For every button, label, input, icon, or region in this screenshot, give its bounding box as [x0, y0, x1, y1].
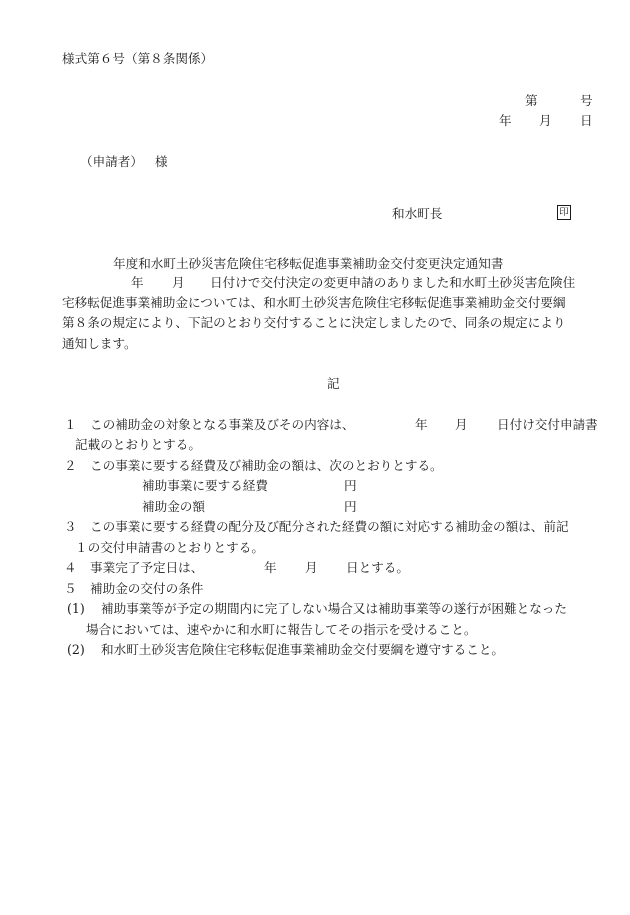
condition-2-number: (2) — [67, 642, 85, 657]
doc-number-prefix: 第 — [525, 93, 538, 108]
date-month: 月 — [539, 113, 552, 128]
form-label: 様式第６号（第８条関係） — [62, 51, 214, 66]
cost-unit: 円 — [344, 478, 357, 493]
condition-2-text: 和水町土砂災害危険住宅移転促進事業補助金交付要綱を遵守すること。 — [101, 642, 504, 657]
item-1-number: １ — [64, 417, 77, 432]
condition-1-number: (1) — [67, 601, 85, 616]
body-line-3: 第８条の規定により、下記のとおり交付することに決定しましたので、同条の規定により — [62, 315, 566, 330]
item-4-month: 月 — [305, 560, 318, 575]
cost-label: 補助事業に要する経費 — [142, 478, 268, 493]
addressee-honorific: 様 — [155, 154, 168, 169]
item-5-text: 補助金の交付の条件 — [90, 581, 204, 596]
addressee-name: （申請者） — [80, 154, 143, 169]
ki-heading: 記 — [327, 376, 340, 391]
date-year: 年 — [499, 113, 512, 128]
grant-unit: 円 — [344, 499, 357, 514]
issuer-name: 和水町長 — [392, 206, 443, 221]
body-year: 年 — [131, 275, 144, 290]
doc-number-suffix: 号 — [580, 93, 593, 108]
item-1-month: 月 — [455, 417, 468, 432]
item-4-year: 年 — [264, 560, 277, 575]
item-2-text: この事業に要する経費及び補助金の額は、次のとおりとする。 — [90, 458, 443, 473]
item-4-text: 事業完了予定日は、 — [90, 560, 204, 575]
seal-mark: 印 — [557, 205, 571, 220]
body-line-2: 宅移転促進事業補助金については、和水町土砂災害危険住宅移転促進事業補助金交付要綱 — [62, 295, 566, 310]
body-month: 月 — [172, 275, 185, 290]
document-title: 年度和水町土砂災害危険住宅移転促進事業補助金交付変更決定通知書 — [113, 256, 504, 271]
item-1-text: この補助金の対象となる事業及びその内容は、 — [90, 417, 355, 432]
item-5-number: ５ — [64, 581, 77, 596]
item-4-tail: 日とする。 — [346, 560, 409, 575]
item-3-continuation: １の交付申請書のとおりとする。 — [75, 540, 264, 555]
item-3-text: この事業に要する経費の配分及び配分された経費の額に対応する補助金の額は、前記 — [90, 519, 569, 534]
condition-1-continuation: 場合においては、速やかに和水町に報告してその指示を受けること。 — [86, 622, 477, 637]
date-day: 日 — [580, 113, 593, 128]
item-4-number: ４ — [64, 560, 77, 575]
condition-1-text: 補助事業等が予定の期間内に完了しない場合又は補助事業等の遂行が困難となった — [101, 601, 567, 616]
grant-label: 補助金の額 — [142, 499, 205, 514]
item-1-tail: 日付け交付申請書 — [497, 417, 598, 432]
item-3-number: ３ — [64, 519, 77, 534]
item-2-number: ２ — [64, 458, 77, 473]
body-line-1: 日付けで交付決定の変更申請のありました和水町土砂災害危険住 — [210, 275, 576, 290]
item-1-continuation: 記載のとおりとする。 — [75, 437, 201, 452]
body-line-4: 通知します。 — [62, 336, 137, 351]
item-1-year: 年 — [415, 417, 428, 432]
